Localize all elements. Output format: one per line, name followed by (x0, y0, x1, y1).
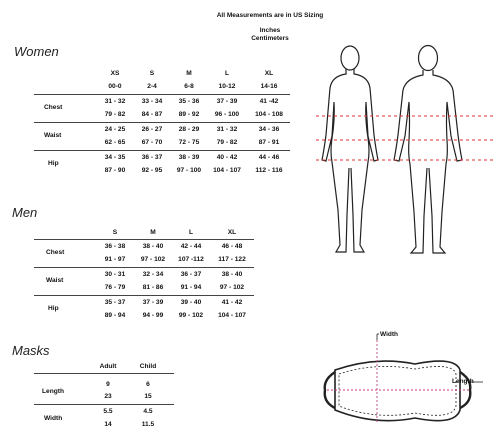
women-row-label-hip: Hip (48, 160, 59, 167)
women-section-title: Women (14, 44, 59, 59)
divider (34, 267, 254, 268)
mask-length-in: 6 (146, 381, 150, 388)
women-waist-cm: 67 - 70 (141, 139, 163, 146)
women-chest-cm: 96 - 100 (214, 111, 240, 118)
men-size-s: S (112, 229, 118, 236)
women-waist-in: 34 - 36 (258, 126, 280, 133)
mask-size-adult: Adult (99, 363, 117, 370)
men-waist-in: 32 - 34 (142, 271, 164, 278)
women-waist-cm: 79 - 82 (216, 139, 238, 146)
mask-row-label-length: Length (42, 388, 64, 395)
women-hip-cm: 97 - 100 (176, 167, 202, 174)
men-waist-cm: 76 - 79 (104, 284, 126, 291)
women-waist-cm: 72 - 75 (178, 139, 200, 146)
women-waist-in: 31 - 32 (216, 126, 238, 133)
women-hip-in: 38 - 39 (178, 154, 200, 161)
mask-length-cm: 15 (144, 393, 152, 400)
women-waist-cm: 62 - 65 (104, 139, 126, 146)
men-waist-cm: 81 - 86 (142, 284, 164, 291)
mask-width-cm: 11.5 (141, 421, 155, 428)
female-figure-outline (322, 46, 378, 252)
men-hip-cm: 89 - 94 (104, 312, 126, 319)
women-chest-in: 31 - 32 (104, 98, 126, 105)
women-chest-in: 41 -42 (259, 98, 279, 105)
women-chest-cm: 84 - 87 (141, 111, 163, 118)
women-hip-in: 40 - 42 (216, 154, 238, 161)
women-chest-cm: 104 - 108 (255, 111, 283, 118)
divider (34, 373, 174, 374)
women-us-size: 14-16 (260, 83, 278, 90)
men-hip-in: 39 - 40 (180, 299, 202, 306)
women-row-label-waist: Waist (44, 132, 62, 139)
men-size-m: M (150, 229, 156, 236)
women-hip-cm: 92 - 95 (141, 167, 163, 174)
women-us-size: 6-8 (184, 83, 194, 90)
women-size-xl: XL (264, 70, 274, 77)
header-units-centimeters: Centimeters (251, 35, 289, 42)
women-waist-in: 26 - 27 (141, 126, 163, 133)
women-hip-in: 36 - 37 (141, 154, 163, 161)
mask-width-cm: 14 (104, 421, 112, 428)
women-chest-cm: 79 - 82 (104, 111, 126, 118)
mask-width-label: Width (380, 331, 398, 338)
mask-measure-lines (327, 340, 470, 424)
women-hip-cm: 112 - 116 (255, 167, 283, 174)
men-waist-in: 38 - 40 (221, 271, 243, 278)
men-hip-in: 37 - 39 (142, 299, 164, 306)
men-section-title: Men (12, 205, 38, 220)
men-size-xl: XL (227, 229, 237, 236)
men-hip-cm: 94 - 99 (142, 312, 164, 319)
men-row-label-chest: Chest (46, 249, 65, 256)
women-hip-in: 34 - 35 (104, 154, 126, 161)
men-hip-cm: 99 - 102 (178, 312, 204, 319)
women-waist-in: 24 - 25 (104, 126, 126, 133)
men-waist-cm: 91 - 94 (180, 284, 202, 291)
male-figure-outline (394, 46, 462, 254)
mask-length-cm: 23 (104, 393, 112, 400)
women-hip-in: 44 - 46 (258, 154, 280, 161)
men-hip-in: 41 - 42 (221, 299, 243, 306)
women-row-label-chest: Chest (44, 104, 63, 111)
men-chest-cm: 97 - 102 (140, 256, 166, 263)
men-row-label-hip: Hip (48, 305, 59, 312)
mask-row-label-width: Width (44, 415, 63, 422)
men-hip-cm: 104 - 107 (218, 312, 246, 319)
masks-section-title: Masks (12, 343, 50, 358)
women-waist-cm: 87 - 91 (258, 139, 280, 146)
women-chest-in: 37 - 39 (216, 98, 238, 105)
divider (34, 239, 254, 240)
men-waist-cm: 97 - 102 (219, 284, 245, 291)
mask-outline (325, 361, 471, 421)
divider (34, 150, 290, 151)
men-hip-in: 35 - 37 (104, 299, 126, 306)
women-size-m: M (186, 70, 192, 77)
men-row-label-waist: Waist (46, 277, 64, 284)
men-chest-cm: 91 - 97 (104, 256, 126, 263)
mask-size-child: Child (139, 363, 157, 370)
women-chest-in: 35 - 36 (178, 98, 200, 105)
men-chest-in: 36 - 38 (104, 243, 126, 250)
divider (34, 122, 290, 123)
men-chest-in: 46 - 48 (221, 243, 243, 250)
divider (34, 404, 174, 405)
women-us-size: 2-4 (147, 83, 157, 90)
women-size-table (34, 68, 290, 180)
divider (34, 295, 254, 296)
women-size-l: L (224, 70, 230, 77)
men-chest-cm: 117 - 122 (218, 256, 246, 263)
header-title: All Measurements are in US Sizing (216, 12, 324, 19)
mask-length-label: Length (452, 378, 474, 385)
men-waist-in: 36 - 37 (180, 271, 202, 278)
women-us-size: 10-12 (218, 83, 236, 90)
women-size-s: S (149, 70, 155, 77)
body-measurement-diagram (310, 40, 500, 270)
women-waist-in: 28 - 29 (178, 126, 200, 133)
mask-width-in: 5.5 (103, 408, 113, 415)
women-hip-cm: 104 - 107 (213, 167, 241, 174)
men-size-table (34, 227, 254, 323)
header-units-inches: Inches (259, 27, 281, 34)
mask-leader-lines (377, 334, 483, 382)
divider (34, 94, 290, 95)
women-us-size: 00-0 (108, 83, 122, 90)
mask-width-in: 4.5 (143, 408, 153, 415)
men-chest-in: 38 - 40 (142, 243, 164, 250)
women-chest-in: 33 - 34 (141, 98, 163, 105)
men-chest-cm: 107 -112 (178, 256, 204, 263)
women-size-xs: XS (110, 70, 120, 77)
men-waist-in: 30 - 31 (104, 271, 126, 278)
women-hip-cm: 87 - 90 (104, 167, 126, 174)
men-size-l: L (188, 229, 194, 236)
mask-length-in: 9 (106, 381, 110, 388)
men-chest-in: 42 - 44 (180, 243, 202, 250)
women-chest-cm: 89 - 92 (178, 111, 200, 118)
masks-size-table (34, 361, 174, 437)
